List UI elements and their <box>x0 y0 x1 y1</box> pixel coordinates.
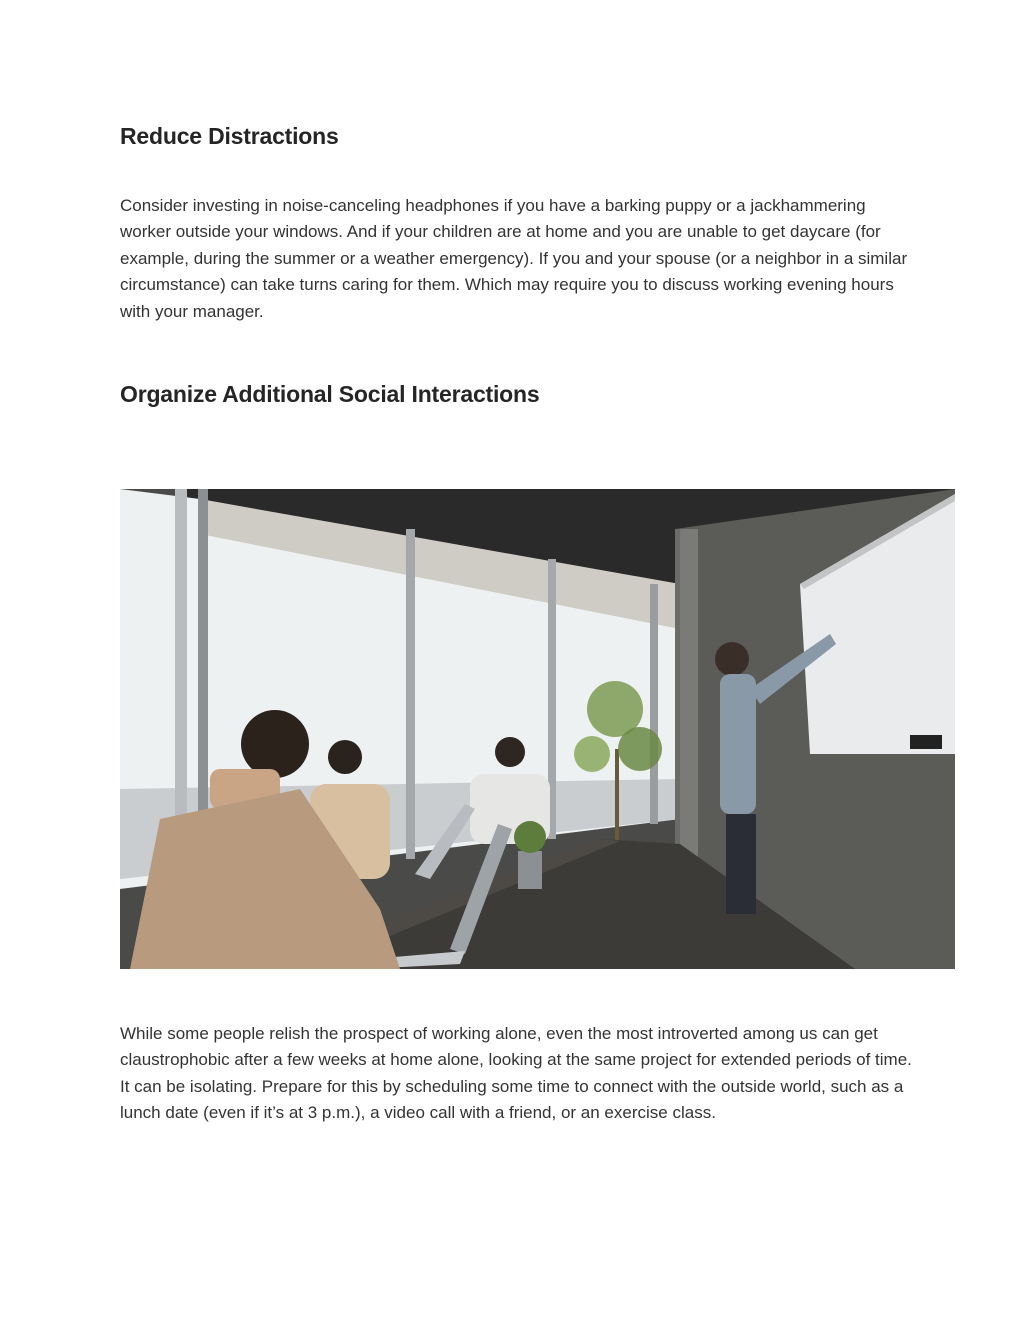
section-heading-social-interactions: Organize Additional Social Interactions <box>120 381 540 407</box>
paragraph-social-interactions: While some people relish the prospect of working alone, even the most introverted among us can get claustrophobic after a few weeks at home alone, looking at the same project for extended periods of time. It can be isolating. Prepare for this by scheduling some time to connect with the outside world, such as a lunch date (even if it’s at 3 p.m.), a video call with a friend, or an exercise class. <box>120 1024 912 1123</box>
paragraph-reduce-distractions: Consider investing in noise-canceling headphones if you have a barking puppy or a jackhammering worker outside your windows. And if your children are at home and you are unable to get daycare (for example, during the summer or a weather emergency). If you and your spouse (or a neighbor in a similar circumstance) can take turns caring for them. Which may require you to discuss working evening hours with your manager. <box>120 196 908 321</box>
meeting-room-photo <box>120 489 955 969</box>
section-heading-reduce-distractions: Reduce Distractions <box>120 123 339 149</box>
